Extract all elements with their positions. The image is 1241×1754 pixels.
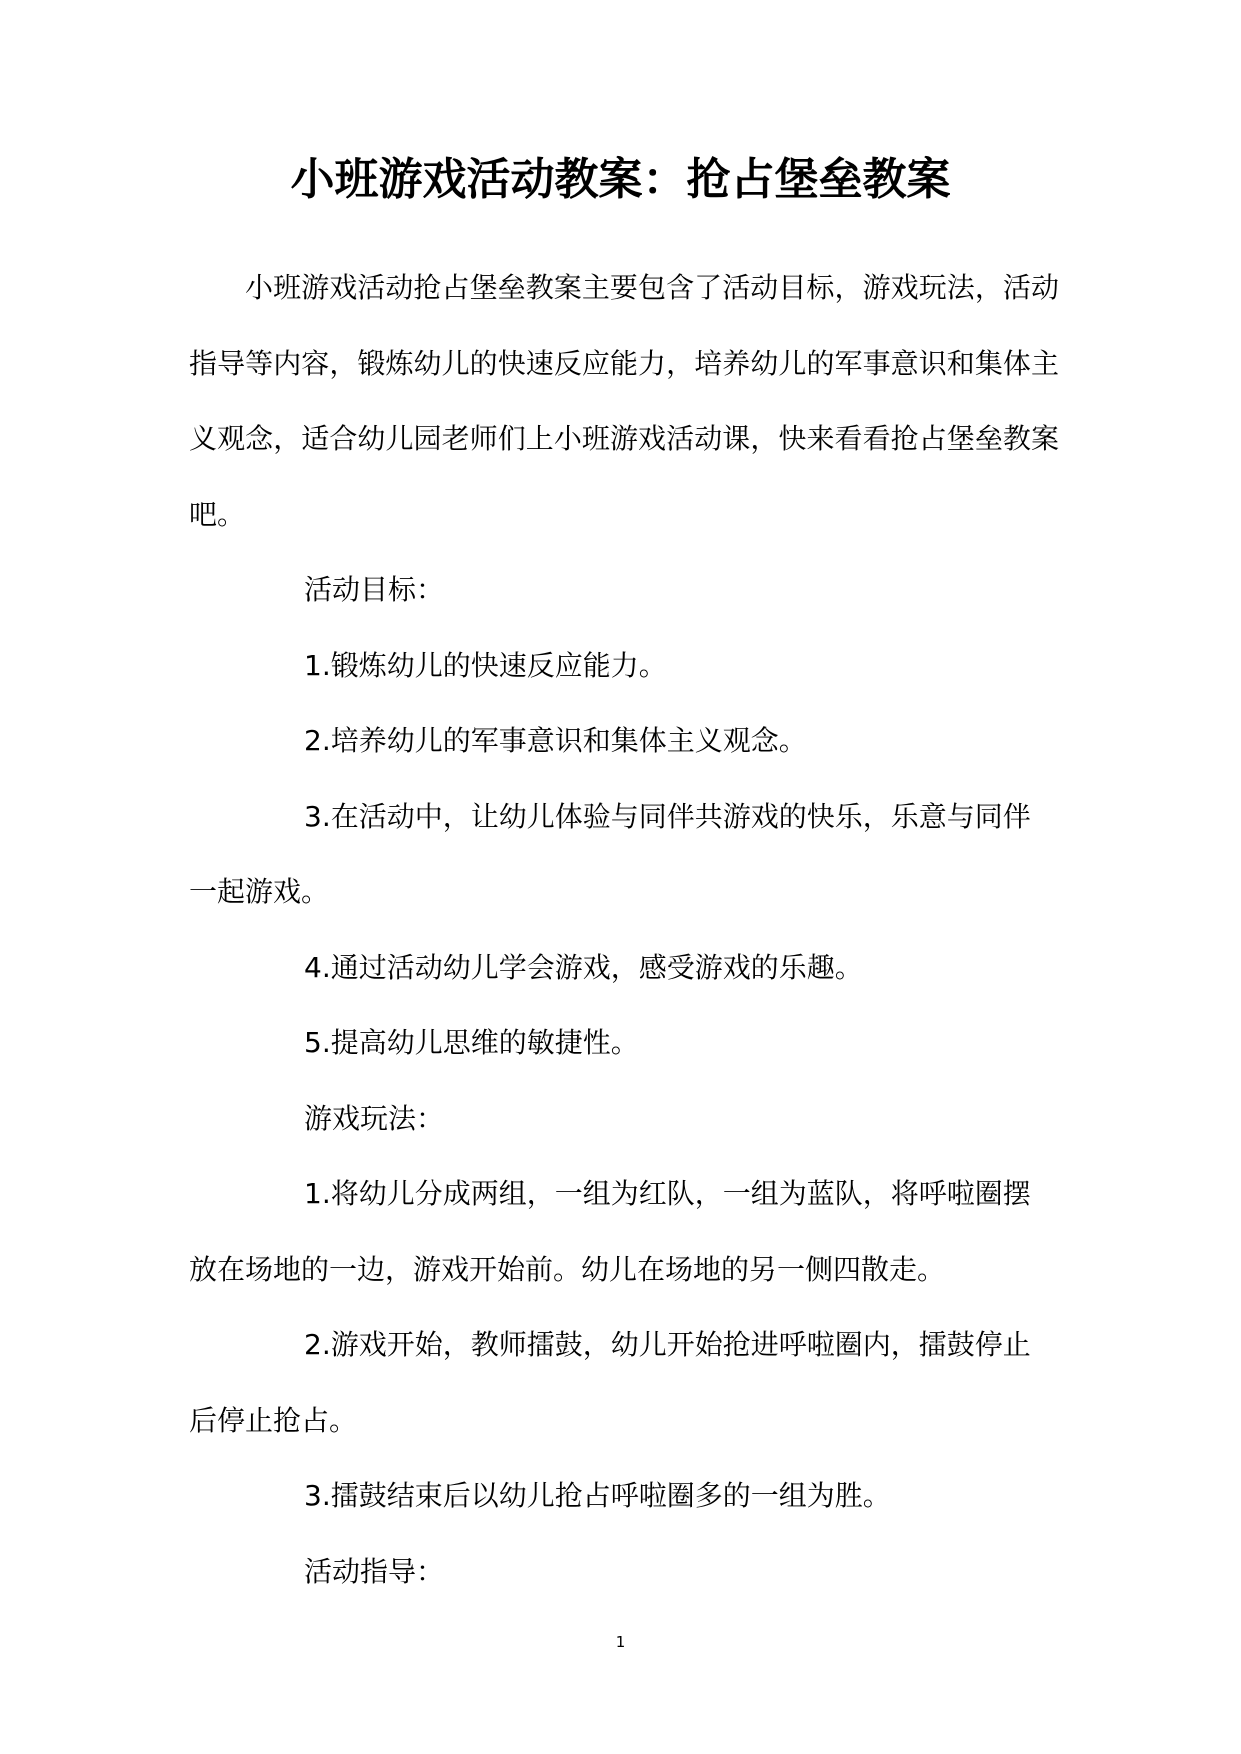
goal-item-3: 3.在活动中，让幼儿体验与同伴共游戏的快乐，乐意与同伴 <box>304 799 1031 833</box>
goal-item-3-continued: 一起游戏。 <box>189 875 330 908</box>
goal-item-2: 2.培养幼儿的军事意识和集体主义观念。 <box>304 724 807 757</box>
document-title: 小班游戏活动教案：抢占堡垒教案 <box>290 154 951 205</box>
section-heading-goals: 活动目标： <box>304 573 445 606</box>
page-number: 1 <box>615 1633 626 1651</box>
gameplay-item-2-continued: 后停止抢占。 <box>189 1403 358 1437</box>
gameplay-item-2: 2.游戏开始，教师擂鼓，幼儿开始抢进呼啦圈内，擂鼓停止 <box>304 1328 1031 1361</box>
gameplay-item-1: 1.将幼儿分成两组，一组为红队，一组为蓝队，将呼啦圈摆 <box>304 1177 1031 1210</box>
goal-item-5: 5.提高幼儿思维的敏捷性。 <box>304 1026 639 1059</box>
gameplay-item-1-continued: 放在场地的一边，游戏开始前。幼儿在场地的另一侧四散走。 <box>189 1252 946 1286</box>
document-body <box>189 250 1059 1609</box>
intro-paragraph: 小班游戏活动抢占堡垒教案主要包含了活动目标，游戏玩法，活动指导等内容，锻炼幼儿的快速反应能力，培养幼儿的军事意识和集体主义观念，适合幼儿园老师们上小班游戏活动课，快来看看抢占堡垒教案吧。 <box>189 271 1059 531</box>
goal-item-4: 4.通过活动幼儿学会游戏，感受游戏的乐趣。 <box>304 950 863 984</box>
section-heading-guidance: 活动指导： <box>304 1554 445 1588</box>
gameplay-item-3: 3.擂鼓结束后以幼儿抢占呼啦圈多的一组为胜。 <box>304 1479 891 1512</box>
goal-item-1: 1.锻炼幼儿的快速反应能力。 <box>304 648 667 682</box>
section-heading-gameplay: 游戏玩法： <box>304 1101 445 1135</box>
